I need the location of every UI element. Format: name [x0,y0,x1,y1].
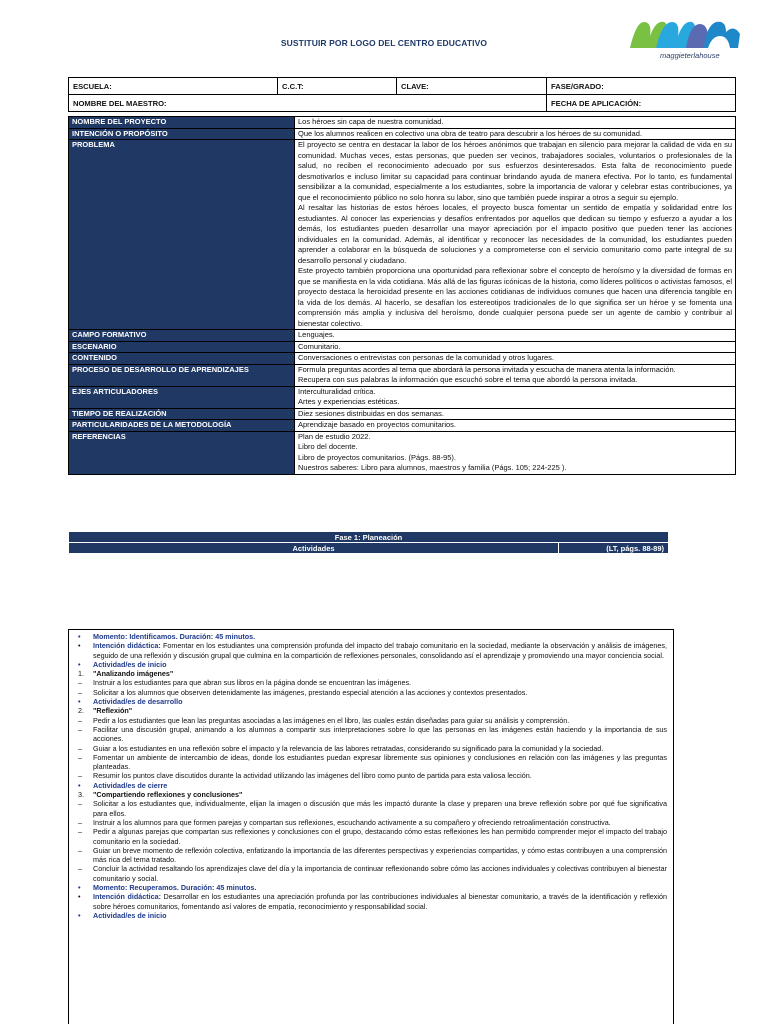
fase-title: Fase 1: Planeación [69,532,669,543]
list-item [75,641,667,660]
list-text: Guiar un breve momento de reflexión colectiva, enfatizando la importancia de las diferentes perspectivas y experiencias compartidas, y cómo estas contribuyen a una comprensión más rica del tema tratado. [93,845,667,865]
page-title: SUSTITUIR POR LOGO DEL CENTRO EDUCATIVO [280,38,488,48]
list-text: Actividad/es de desarrollo [93,697,183,707]
list-text: Instruir a los alumnos para que formen parejas y compartan sus reflexiones, escuchando activamente a su compañero y ofreciendo retroalimentación constructiva. [93,817,611,827]
value-paragraph: Este proyecto también proporciona una oportunidad para reflexionar sobre el concepto de heroísmo y la diversidad de formas en que se manifiesta en la vida cotidiana. Más allá de las figuras icónicas de la historia, como líderes políticos o activistas famosos, el proyecto destaca la heroicidad presente en las acciones cotidianas de individuos comunes que hacen una diferencia tangible en la vida de los demás. Al hacerlo, se desafían los estereotipos tradicionales de lo que significa ser un héroe y se fomenta una comprensión más amplia y inclusiva del heroísmo, donde cualquier persona puede ser un agente de cambio y contribuir al bienestar colectivo. [298,266,732,328]
row-label: CAMPO FORMATIVO [69,330,295,342]
list-marker: • [78,632,81,641]
list-item [75,818,667,827]
list-text: Intención didáctica: Fomentar en los estudiantes una comprensión profunda del impacto del trabajo comunitario en la sociedad, mediante la observación y análisis de imágenes, seguido de una reflexión y discusión grupal que culmina en la compartición de reflexiones personales, consolidando así el aprendizaje y promoviendo una mayor conciencia social. [93,641,667,660]
table-row [69,341,736,353]
list-marker: 3. [78,790,84,800]
row-value [295,128,736,140]
list-text: Resumir los puntos clave discutidos durante la actividad utilizando las imágenes del libro como punto de partida para esta valiosa lección. [93,771,532,781]
list-text: Actividad/es de inicio [93,910,167,920]
list-marker: – [78,864,82,874]
list-item [75,660,667,669]
table-row [69,364,736,386]
table-row [69,408,736,420]
value-paragraph: Artes y experiencias estéticas. [298,397,400,406]
row-value [295,408,736,420]
list-item [75,846,667,865]
row-value [295,420,736,432]
list-item [75,883,667,892]
row-label: REFERENCIAS [69,431,295,474]
list-marker: 2. [78,706,84,716]
row-value [295,330,736,342]
row-label: PARTICULARIDADES DE LA METODOLOGÍA [69,420,295,432]
list-marker: • [78,659,81,669]
activities-box [68,629,674,1024]
fase-header [68,531,669,554]
list-item [75,688,667,697]
row-value [295,431,736,474]
list-text: Intención didáctica: Desarrollar en los estudiantes una apreciación profunda por las contribuciones individuales al bienestar comunitario, a través de la identificación y reflexión sobre héroes comunitarios, fomentando así valores de empatía, reconocimiento y responsabilidad social. [93,892,667,911]
list-marker: – [78,799,82,809]
value-paragraph: Conversaciones o entrevistas con personas de la comunidad y otros lugares. [298,353,554,362]
list-item [75,799,667,818]
maestro-label: NOMBRE DEL MAESTRO: [69,95,547,112]
list-text: "Compartiendo reflexiones y conclusiones" [93,790,243,800]
info-table [68,77,736,112]
value-paragraph: Lenguajes. [298,330,335,339]
value-paragraph: Comunitario. [298,341,341,351]
list-marker: – [78,678,82,688]
list-item [75,697,667,706]
list-marker: – [78,724,82,734]
list-marker: – [78,715,82,725]
value-paragraph: Nuestros saberes: Libro para alumnos, maestros y familia (Págs. 105; 224-225 ). [298,463,567,472]
list-item [75,632,667,641]
row-label: TIEMPO DE REALIZACIÓN [69,408,295,420]
list-item [75,892,667,911]
list-lead: Intención didáctica: [93,892,161,902]
list-item [75,706,667,715]
row-value [295,341,736,353]
list-marker: • [78,780,81,790]
table-row [69,128,736,140]
list-text: Momento: Identificamos. Duración: 45 minutos. [93,632,256,641]
list-text: Guiar a los estudiantes en una reflexión sobre el impacto y la relevancia de las labores retratadas, considerando su significado para la comunidad y la sociedad. [93,743,604,753]
row-value [295,386,736,408]
list-text: Actividad/es de inicio [93,659,167,669]
list-text: Solicitar a los estudiantes que, individualmente, elijan la imagen o discusión que más les impactó durante la clase y preparen una breve reflexión sobre por qué fue significativa para ellos. [93,799,667,818]
list-item [75,827,667,846]
list-marker: 1. [78,669,84,679]
list-marker: • [78,697,81,707]
row-label: PROCESO DE DESARROLLO DE APRENDIZAJES [69,364,295,386]
list-item [75,678,667,687]
table-row [69,117,736,129]
list-marker: – [78,743,82,753]
row-label: EJES ARTICULADORES [69,386,295,408]
table-row [69,353,736,365]
list-item [75,864,667,883]
logo-text: maggieterlahouse [660,51,720,60]
row-label: NOMBRE DEL PROYECTO [69,117,295,129]
list-marker: – [78,687,82,697]
fase-label: FASE/GRADO: [547,78,736,95]
list-marker: – [78,827,82,837]
project-table [68,116,736,475]
escuela-label: ESCUELA: [69,78,278,95]
table-row [69,386,736,408]
value-paragraph: Libro de proyectos comunitarios. (Págs. 88-95). [298,452,456,462]
list-text: "Reflexión" [93,706,133,716]
list-text: Instruir a los estudiantes para que abran sus libros en la página donde se encuentran las imágenes. [93,678,412,688]
list-text: Momento: Recuperamos. Duración: 45 minutos. [93,883,257,893]
table-row [69,431,736,474]
clave-label: CLAVE: [397,78,547,95]
list-marker: – [78,817,82,827]
value-paragraph: Diez sesiones distribuidas en dos semanas. [298,408,444,418]
value-paragraph: Aprendizaje basado en proyectos comunitarios. [298,420,457,429]
value-paragraph: El proyecto se centra en destacar la labor de los héroes anónimos que trabajan en silencio para mejorar la calidad de vida en su comunidad. Muchas veces, estas personas, que pueden ser vecinos, trabajadores sociales, voluntarios o profesionales de la salud, no reciben el reconocimiento adecuado por sus esfuerzos desinteresados. Esta falta de reconocimiento puede desmotivarlos e incluso limitar su capacidad para continuar brindando ayuda de manera efectiva. Por lo tanto, es fundamental sensibilizar a la comunidad, especialmente a los estudiantes, sobre la importancia de valorar y celebrar estas contribuciones, ya que el reconocimiento público no solo honra su labor, sino que también puede inspirar a otros a seguir su ejemplo. [298,140,732,202]
list-text: Solicitar a los alumnos que observen detenidamente las imágenes, prestando especial atención a las acciones y contextos presentados. [93,687,528,697]
list-item [75,911,667,920]
value-paragraph: Formula preguntas acordes al tema que abordará la persona invitada y escucha de manera atenta la información. [298,364,676,374]
row-value [295,353,736,365]
list-item [75,716,667,725]
value-paragraph: Que los alumnos realicen en colectivo una obra de teatro para descubrir a los héroes de su comunidad. [298,128,642,138]
value-paragraph: Plan de estudio 2022. [298,431,371,441]
list-item [75,790,667,799]
value-paragraph: Los héroes sin capa de nuestra comunidad. [298,117,444,126]
list-text: Pedir a algunas parejas que compartan sus reflexiones y conclusiones con el grupo, destacando cómo estas reflexiones les han permitido comprender mejor el impacto del trabajo comunitario en la sociedad. [93,827,667,846]
fase-ref: (LT, págs. 88-89) [559,543,669,554]
row-value [295,117,736,129]
row-value [295,140,736,330]
list-marker: – [78,845,82,855]
fecha-label: FECHA DE APLICACIÓN: [547,95,736,112]
list-item [75,669,667,678]
list-item [75,744,667,753]
list-text: "Analizando imágenes" [93,669,174,679]
list-marker: • [78,641,81,651]
list-marker: • [78,892,81,902]
list-text: Actividad/es de cierre [93,780,168,790]
row-label: ESCENARIO [69,341,295,353]
list-marker: – [78,771,82,781]
table-row [69,140,736,330]
row-value [295,364,736,386]
value-paragraph: Interculturalidad crítica. [298,386,376,396]
list-marker: • [78,910,81,920]
list-item [75,771,667,780]
table-row [69,420,736,432]
value-paragraph: Al resaltar las historias de estos héroes locales, el proyecto busca fomentar un sentido de empatía y solidaridad entre los estudiantes. Al conocer las experiencias y desafíos enfrentados por aquellos que dedican su tiempo y esfuerzo a ayudar a los demás, los estudiantes pueden desarrollar una mayor apreciación por el impacto positivo que pueden tener las acciones individuales en la comunidad. Además, al identificar y reconocer las necesidades de la comunidad, los estudiantes pueden aprender a colaborar en la búsqueda de soluciones y a comprometerse con el servicio comunitario como parte integral de su desarrollo personal y ciudadano. [298,203,732,265]
list-marker: • [78,883,81,893]
list-marker: – [78,752,82,762]
actividades-label: Actividades [69,543,559,554]
value-paragraph: Recupera con sus palabras la información que escuchó sobre el tema que abordó la persona invitada. [298,375,638,384]
row-label: INTENCIÓN O PROPÓSITO [69,128,295,140]
list-text: Facilitar una discusión grupal, animando a los alumnos a compartir sus interpretaciones sobre lo que las personas en las imágenes están haciendo y la importancia de sus acciones. [93,724,667,744]
list-text: Concluir la actividad resaltando los aprendizajes clave del día y la importancia de continuar reflexionando sobre cómo las acciones individuales y colectivas contribuyen al bienestar comunitario y social. [93,864,667,883]
row-label: PROBLEMA [69,140,295,330]
list-text: Pedir a los estudiantes que lean las preguntas asociadas a las imágenes en el libro, las cuales están diseñadas para guiar su análisis y comprensión. [93,715,570,725]
list-item [75,781,667,790]
cct-label: C.C.T: [278,78,397,95]
list-text: Fomentar un ambiente de intercambio de ideas, donde los estudiantes puedan expresar libremente sus opiniones y conclusiones en relación con las imágenes y las preguntas planteadas. [93,752,667,772]
list-item [75,753,667,772]
row-label: CONTENIDO [69,353,295,365]
value-paragraph: Libro del docente. [298,442,358,451]
list-item [75,725,667,744]
list-lead: Intención didáctica: [93,641,161,651]
table-row [69,330,736,342]
